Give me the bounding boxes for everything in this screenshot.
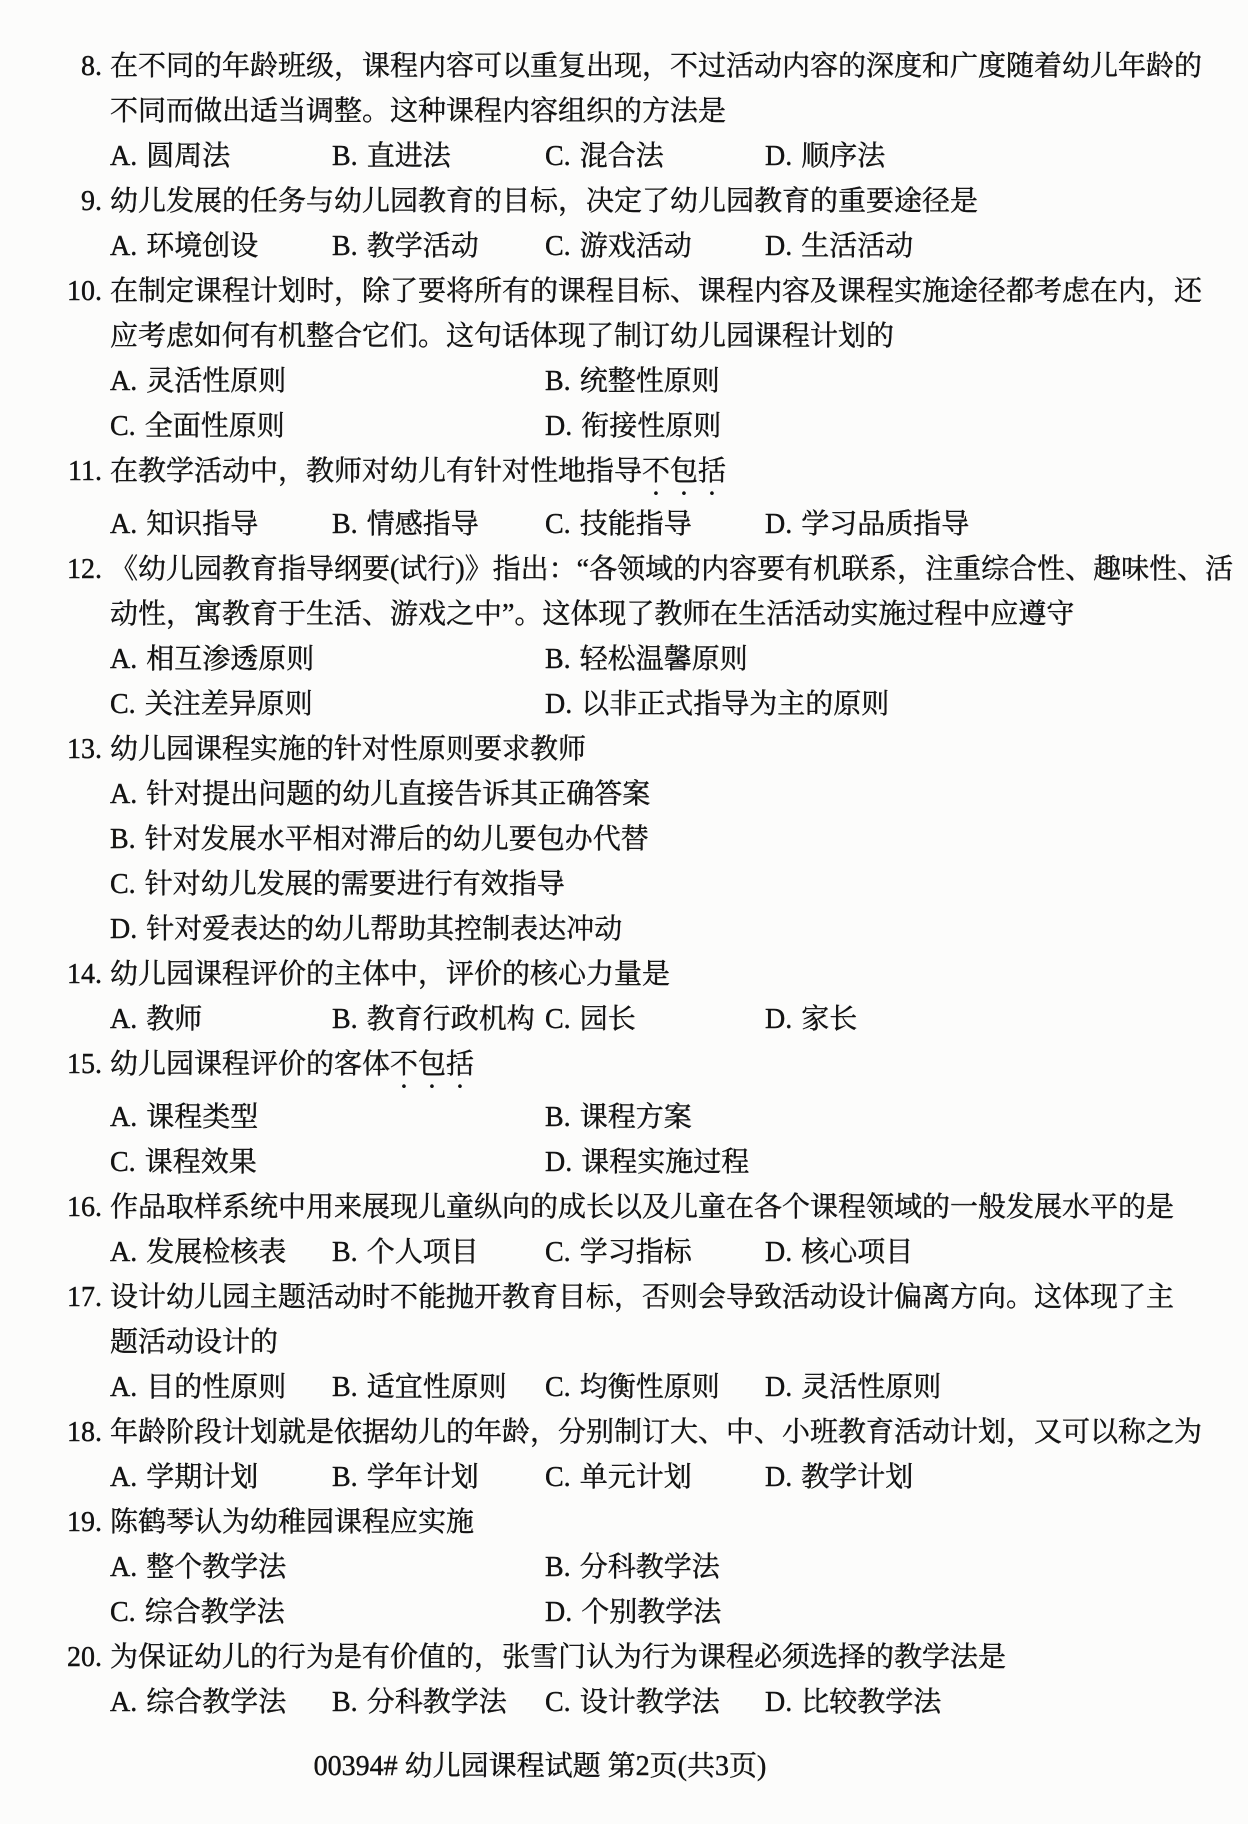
option-text: 直进法 (366, 141, 451, 172)
option-text: 教师 (146, 1004, 203, 1035)
question-stem (60, 1185, 1192, 1230)
option-text: 针对发展水平相对滞后的幼儿要包办代替 (144, 824, 649, 855)
option-text: 针对幼儿发展的需要进行有效指导 (144, 869, 565, 900)
question (60, 547, 1234, 727)
stem-line (60, 1410, 1203, 1455)
option-label: A. (110, 1004, 138, 1035)
option-label: A. (110, 141, 138, 172)
stem-text: 题活动设计的 (110, 1327, 279, 1358)
option-label: D. (545, 411, 573, 442)
option-label: B. (545, 644, 571, 675)
stem-emphasized-text: 不包括 (390, 1049, 475, 1080)
option (332, 1455, 545, 1500)
option (110, 907, 1192, 952)
option (110, 772, 1192, 817)
option (332, 502, 545, 547)
question-stem (60, 1275, 1192, 1365)
option-label: B. (332, 1687, 358, 1718)
option-label: C. (545, 231, 571, 262)
option (545, 359, 1192, 404)
option-text: 生活活动 (801, 231, 914, 262)
question-number: 10. (67, 276, 102, 307)
option-label: C. (110, 1597, 136, 1628)
options (60, 1545, 1192, 1635)
option-text: 课程实施过程 (581, 1147, 750, 1178)
question-number: 9. (81, 186, 102, 217)
stem-text: 幼儿园课程评价的客体 (110, 1049, 391, 1080)
option-text: 知识指导 (146, 509, 259, 540)
option-label: B. (332, 1372, 358, 1403)
option-label: A. (110, 1102, 138, 1133)
option-label: C. (110, 411, 136, 442)
question-number: 18. (67, 1417, 102, 1448)
option-label: A. (110, 366, 138, 397)
option (545, 997, 765, 1042)
option-text: 顺序法 (801, 141, 886, 172)
stem-text: 年龄阶段计划就是依据幼儿的年龄，分别制订大、中、小班教育活动计划，又可以称之为 (110, 1417, 1203, 1448)
option-label: D. (110, 914, 138, 945)
option (765, 224, 1192, 269)
question-stem (60, 1635, 1192, 1680)
option-label: A. (110, 1237, 138, 1268)
option-label: B. (332, 231, 358, 262)
option (545, 682, 1192, 727)
stem-line (60, 1500, 1192, 1545)
option-text: 综合教学法 (146, 1687, 287, 1718)
stem-emphasized-text: 不包括 (642, 456, 727, 487)
options (60, 1455, 1192, 1500)
option (545, 1680, 765, 1725)
question (60, 1042, 1192, 1185)
option (765, 502, 1192, 547)
question-stem (60, 449, 1192, 502)
option-label: A. (110, 1687, 138, 1718)
option-text: 课程类型 (146, 1102, 259, 1133)
stem-text: 动性，寓教育于生活、游戏之中”。这体现了教师在生活活动实施过程中应遵守 (110, 599, 1075, 630)
question-stem (60, 1500, 1192, 1545)
option-text: 以非正式指导为主的原则 (581, 689, 890, 720)
stem-text: 设计幼儿园主题活动时不能抛开教育目标，否则会导致活动设计偏离方向。这体现了主 (110, 1282, 1175, 1313)
question (60, 44, 1203, 179)
option (332, 997, 545, 1042)
question-stem (60, 179, 1192, 224)
stem-text: 作品取样系统中用来展现儿童纵向的成长以及儿童在各个课程领域的一般发展水平的是 (110, 1192, 1175, 1223)
option (110, 134, 332, 179)
option-text: 教学活动 (366, 231, 479, 262)
option-label: D. (545, 1597, 573, 1628)
option-label: D. (765, 1237, 793, 1268)
question-number: 14. (67, 959, 102, 990)
question-list (60, 44, 1234, 1725)
option (110, 404, 545, 449)
stem-text: 幼儿园课程实施的针对性原则要求教师 (110, 734, 587, 765)
stem-line (60, 179, 1192, 224)
option (110, 1230, 332, 1275)
option (110, 637, 545, 682)
option (110, 1095, 545, 1140)
option-label: B. (332, 1237, 358, 1268)
question (60, 727, 1192, 952)
option-label: B. (545, 1102, 571, 1133)
option (110, 1365, 332, 1410)
option-label: B. (332, 1004, 358, 1035)
option-text: 目的性原则 (146, 1372, 287, 1403)
stem-line (60, 269, 1203, 314)
option (765, 1455, 1192, 1500)
option-label: B. (332, 509, 358, 540)
options (60, 1230, 1192, 1275)
option-label: C. (545, 141, 571, 172)
option-text: 学年计划 (366, 1462, 479, 1493)
stem-line (60, 1185, 1192, 1230)
question-number: 12. (67, 554, 102, 585)
option-label: C. (545, 1687, 571, 1718)
option (332, 1230, 545, 1275)
option (332, 134, 545, 179)
option-text: 家长 (801, 1004, 858, 1035)
stem-text: 《幼儿园教育指导纲要(试行)》指出：“各领域的内容要有机联系，注重综合性、趣味性、活 (110, 554, 1234, 585)
option (545, 1140, 1192, 1185)
option-label: D. (765, 1462, 793, 1493)
option (110, 224, 332, 269)
options (60, 224, 1192, 269)
question (60, 1275, 1192, 1410)
question-stem (60, 1042, 1192, 1095)
option-text: 学习品质指导 (801, 509, 970, 540)
option-label: A. (110, 779, 138, 810)
options (60, 359, 1192, 449)
option (110, 359, 545, 404)
option-text: 针对爱表达的幼儿帮助其控制表达冲动 (146, 914, 623, 945)
option-label: A. (110, 644, 138, 675)
option-text: 关注差异原则 (144, 689, 313, 720)
option (332, 1680, 545, 1725)
question (60, 1635, 1192, 1725)
option-text: 学习指标 (579, 1237, 692, 1268)
option-text: 统整性原则 (579, 366, 720, 397)
option-text: 课程效果 (144, 1147, 257, 1178)
option-text: 圆周法 (146, 141, 231, 172)
option-label: A. (110, 1372, 138, 1403)
option (545, 1545, 1192, 1590)
option-label: C. (545, 1237, 571, 1268)
stem-line (60, 44, 1203, 89)
stem-text: 应考虑如何有机整合它们。这句话体现了制订幼儿园课程计划的 (110, 321, 895, 352)
question (60, 179, 1192, 269)
option-text: 整个教学法 (146, 1552, 287, 1583)
option (110, 1140, 545, 1185)
option-label: C. (110, 689, 136, 720)
stem-line (60, 1042, 1192, 1095)
option-text: 均衡性原则 (579, 1372, 720, 1403)
option-text: 综合教学法 (144, 1597, 285, 1628)
option (545, 1230, 765, 1275)
option (110, 502, 332, 547)
option-text: 轻松温馨原则 (579, 644, 748, 675)
option-text: 分科教学法 (366, 1687, 507, 1718)
option-label: B. (332, 1462, 358, 1493)
stem-line (60, 1275, 1192, 1320)
question-stem (60, 727, 1192, 772)
option (545, 1365, 765, 1410)
option-label: B. (545, 1552, 571, 1583)
stem-text: 幼儿发展的任务与幼儿园教育的目标，决定了幼儿园教育的重要途径是 (110, 186, 979, 217)
stem-line (60, 314, 1192, 359)
question-stem (60, 547, 1234, 637)
option-text: 个别教学法 (581, 1597, 722, 1628)
question-number: 17. (67, 1282, 102, 1313)
option (110, 1545, 545, 1590)
stem-text: 陈鹤琴认为幼稚园课程应实施 (110, 1507, 475, 1538)
stem-text: 不同而做出适当调整。这种课程内容组织的方法是 (110, 96, 727, 127)
question (60, 952, 1192, 1042)
option-label: C. (110, 1147, 136, 1178)
stem-line (60, 1635, 1192, 1680)
option-label: D. (765, 1372, 793, 1403)
option-text: 比较教学法 (801, 1687, 942, 1718)
option-label: C. (545, 1372, 571, 1403)
options (60, 502, 1192, 547)
option (765, 1365, 1192, 1410)
option (545, 404, 1192, 449)
stem-text: 在制定课程计划时，除了要将所有的课程目标、课程内容及课程实施途径都考虑在内，还 (110, 276, 1203, 307)
question-stem (60, 44, 1203, 134)
option-label: C. (545, 1004, 571, 1035)
stem-text: 幼儿园课程评价的主体中，评价的核心力量是 (110, 959, 671, 990)
option-text: 分科教学法 (579, 1552, 720, 1583)
option (332, 224, 545, 269)
options (60, 134, 1192, 179)
option-label: C. (545, 1462, 571, 1493)
option (110, 997, 332, 1042)
option-label: B. (545, 366, 571, 397)
option-text: 课程方案 (579, 1102, 692, 1133)
stem-line (60, 727, 1192, 772)
option-text: 单元计划 (579, 1462, 692, 1493)
option-label: D. (765, 1687, 793, 1718)
option-label: D. (765, 509, 793, 540)
option-text: 适宜性原则 (366, 1372, 507, 1403)
options (60, 1365, 1192, 1410)
question-number: 15. (67, 1049, 102, 1080)
option-text: 灵活性原则 (801, 1372, 942, 1403)
option-text: 个人项目 (366, 1237, 479, 1268)
option (110, 1590, 545, 1635)
question (60, 269, 1203, 449)
option-text: 灵活性原则 (146, 366, 287, 397)
option (765, 1680, 1192, 1725)
option (765, 997, 1192, 1042)
option-text: 核心项目 (801, 1237, 914, 1268)
question-number: 8. (81, 51, 102, 82)
stem-line (60, 89, 1192, 134)
option-label: A. (110, 231, 138, 262)
stem-line (60, 1320, 1192, 1365)
option-text: 教学计划 (801, 1462, 914, 1493)
option-text: 游戏活动 (579, 231, 692, 262)
stem-text: 在教学活动中，教师对幼儿有针对性地指导 (110, 456, 643, 487)
question-stem (60, 1410, 1203, 1455)
option-label: D. (765, 1004, 793, 1035)
question-stem (60, 269, 1203, 359)
option-label: D. (765, 231, 793, 262)
option (332, 1365, 545, 1410)
option (545, 502, 765, 547)
option-label: A. (110, 1552, 138, 1583)
options (60, 997, 1192, 1042)
option-text: 园长 (579, 1004, 636, 1035)
question-stem (60, 952, 1192, 997)
options (60, 1680, 1192, 1725)
options (60, 1095, 1192, 1185)
stem-line (60, 547, 1234, 592)
option (110, 862, 1192, 907)
option (545, 134, 765, 179)
option-label: C. (110, 869, 136, 900)
options (60, 772, 1192, 952)
option-text: 设计教学法 (579, 1687, 720, 1718)
option-label: D. (545, 689, 573, 720)
stem-text: 为保证幼儿的行为是有价值的，张雪门认为行为课程必须选择的教学法是 (110, 1642, 1007, 1673)
question-number: 11. (68, 456, 102, 487)
option (110, 682, 545, 727)
option-text: 技能指导 (579, 509, 692, 540)
option-text: 衔接性原则 (581, 411, 722, 442)
question (60, 1410, 1203, 1500)
option-text: 相互渗透原则 (146, 644, 315, 675)
option (545, 224, 765, 269)
option (545, 1095, 1192, 1140)
option-text: 教育行政机构 (366, 1004, 535, 1035)
stem-line (60, 952, 1192, 997)
question (60, 1185, 1192, 1275)
option-label: B. (332, 141, 358, 172)
option-text: 发展检核表 (146, 1237, 287, 1268)
option-label: A. (110, 1462, 138, 1493)
question-number: 13. (67, 734, 102, 765)
option-text: 环境创设 (146, 231, 259, 262)
option-label: D. (765, 141, 793, 172)
page-footer: 00394# 幼儿园课程试题 第2页(共3页) (313, 1751, 767, 1782)
option-label: D. (545, 1147, 573, 1178)
question-number: 16. (67, 1192, 102, 1223)
question-number: 20. (67, 1642, 102, 1673)
question (60, 449, 1192, 547)
option-text: 针对提出问题的幼儿直接告诉其正确答案 (146, 779, 651, 810)
options (60, 637, 1192, 727)
option (545, 637, 1192, 682)
option (765, 134, 1192, 179)
option-label: A. (110, 509, 138, 540)
option (110, 1455, 332, 1500)
option (765, 1230, 1192, 1275)
stem-line (60, 592, 1192, 637)
option (110, 1680, 332, 1725)
option-text: 全面性原则 (144, 411, 285, 442)
stem-line (60, 449, 1192, 502)
option-text: 混合法 (579, 141, 664, 172)
question (60, 1500, 1192, 1635)
stem-text: 在不同的年龄班级，课程内容可以重复出现，不过活动内容的深度和广度随着幼儿年龄的 (110, 51, 1203, 82)
option (545, 1590, 1192, 1635)
option (545, 1455, 765, 1500)
option-text: 学期计划 (146, 1462, 259, 1493)
option-text: 情感指导 (366, 509, 479, 540)
option (110, 817, 1192, 862)
option-label: C. (545, 509, 571, 540)
question-number: 19. (67, 1507, 102, 1538)
option-label: B. (110, 824, 136, 855)
